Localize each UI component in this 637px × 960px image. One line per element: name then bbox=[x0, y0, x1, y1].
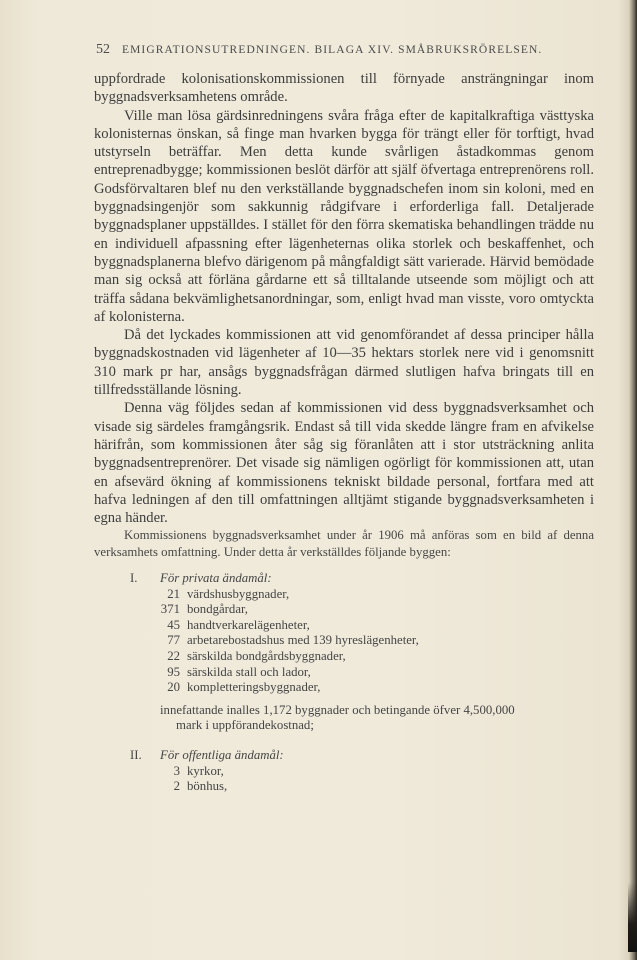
list-item bbox=[154, 618, 594, 634]
list-item bbox=[154, 779, 594, 795]
item-text: kyrkor, bbox=[187, 763, 224, 778]
item-text: särskilda bondgårdsbyggnader, bbox=[187, 648, 346, 663]
item-text: bönhus, bbox=[187, 779, 228, 794]
intro-small-paragraph: Kommissionens byggnadsverksamhet under år 1906 må anföras som en bild af denna verksamhets omfattning. Under detta år verkställdes följande byggen: bbox=[94, 528, 594, 560]
section-title: För privata ändamål: bbox=[160, 571, 272, 586]
list-item bbox=[154, 649, 594, 665]
running-header bbox=[96, 42, 596, 58]
section-spacer bbox=[94, 734, 594, 748]
book-spine-shadow bbox=[629, 0, 637, 960]
item-text: handtverkarelägenheter, bbox=[187, 617, 310, 632]
item-count: 2 bbox=[173, 779, 180, 794]
page-edge-mark bbox=[628, 882, 637, 952]
section-private-heading bbox=[130, 571, 594, 587]
item-count: 21 bbox=[167, 586, 180, 601]
paragraph-4: Denna väg följdes sedan af kommissionen vid dess byggnadsverksamhet och visade sig särdeles framgångsrik. Endast så till vida skedde längre fram en afvikelse härifrån, som kommissionen åter såg sig föranlåten att i stor utsträckning anlita byggnadsentreprenörer. Det visade sig nämligen ogörligt för kommissionen att, utan en afsevärd ökning af kommissionens tekniskt bildade personal, fortfara med att hafva ledningen af den till omfattningen alltjämt stigande byggnadsverksamheten i egna händer. bbox=[94, 400, 594, 527]
section-number: I. bbox=[130, 571, 138, 586]
item-count: 371 bbox=[160, 602, 180, 617]
construction-list bbox=[94, 571, 594, 795]
summary-line-1: innefattande inalles 1,172 byggnader och betingande öfver 4,500,000 bbox=[160, 702, 515, 717]
section-summary bbox=[160, 703, 594, 734]
section-public-heading bbox=[130, 748, 594, 764]
item-text: särskilda stall och lador, bbox=[187, 664, 311, 679]
section-title: För offentliga ändamål: bbox=[160, 747, 284, 762]
item-text: bondgårdar, bbox=[187, 602, 248, 617]
list-item bbox=[154, 587, 594, 603]
item-text: värdshusbyggnader, bbox=[187, 586, 290, 601]
item-count: 77 bbox=[167, 633, 180, 648]
page-body bbox=[94, 70, 594, 795]
list-item bbox=[154, 665, 594, 681]
paragraph-2: Ville man lösa gärdsinredningens svåra fråga efter de kapitalkraftiga västtyska kolonisternas önskan, så finge man hvarken bygga för trängt eller för torftigt, hvad utstyrseln beträffar. Men detta kunde svårligen åstadkommas genom entreprenadbygge; kommissionen beslöt därför att själf öfvertaga entreprenörens roll. Godsförvaltaren blef nu den verkställande byggnadschefen inom sin koloni, med en byggnadsingenjör som sakkunnig rådgifvare i erforderliga fall. Detaljerade byggnadsplaner uppställdes. I stället för den förra skematiska behandlingen trädde nu en individuell afpassning efter lägenheternas olika storlek och beskaffenhet, och byggnadsplanerna blefvo därigenom på mångfaldigt sätt varierade. Härvid bemödade man sig också att förläna gårdarne ett så tilltalande utseende som möjligt och att träffa sådana bekvämlighetsanordningar, som, enligt hvad man visste, voro omtyckta af kolonisterna. bbox=[94, 107, 594, 325]
section-number: II. bbox=[130, 747, 142, 762]
item-text: kompletteringsbyggnader, bbox=[187, 680, 321, 695]
item-count: 20 bbox=[167, 680, 180, 695]
item-count: 3 bbox=[173, 763, 180, 778]
running-title: EMIGRATIONSUTREDNINGEN. BILAGA XIV. SMÅBRUKSRÖRELSEN. bbox=[121, 44, 543, 56]
item-count: 22 bbox=[167, 648, 180, 663]
page-number: 52 bbox=[96, 42, 110, 57]
item-count: 45 bbox=[167, 617, 180, 632]
list-item bbox=[154, 602, 594, 618]
list-item bbox=[154, 680, 594, 696]
list-item bbox=[154, 764, 594, 780]
item-text: arbetarebostadshus med 139 hyreslägenheter, bbox=[187, 633, 419, 648]
list-item bbox=[154, 633, 594, 649]
summary-line-2: mark i uppförandekostnad; bbox=[176, 718, 314, 733]
paragraph-3: Då det lyckades kommissionen att vid genomförandet af dessa principer hålla byggnadskostnaden vid lägenheter af 10—35 hektars storlek nere vid i genomsnitt 310 mark pr har, ansågs byggnadsfrågan därmed slutligen hafva bringats till en tillfredsställande lösning. bbox=[94, 327, 594, 399]
paragraph-1: uppfordrade kolonisationskommissionen till förnyade ansträngningar inom byggnadsverksamhetens område. bbox=[94, 71, 594, 106]
item-count: 95 bbox=[167, 664, 180, 679]
